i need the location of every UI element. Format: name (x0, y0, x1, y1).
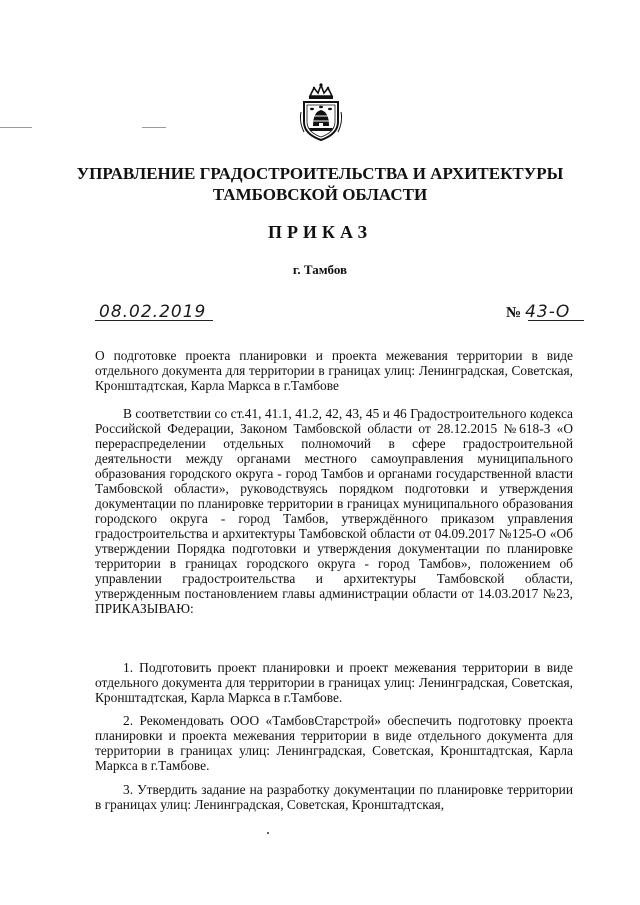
left-margin-mark (0, 127, 32, 128)
organization-title-line-1: УПРАВЛЕНИЕ ГРАДОСТРОИТЕЛЬСТВА И АРХИТЕКТУРЫ (76, 164, 564, 183)
center-margin-mark (142, 127, 166, 128)
handwritten-number: 43-О (525, 302, 571, 322)
date-field (95, 302, 213, 321)
order-item-2: 2. Рекомендовать ООО «ТамбовСтарстрой» обеспечить подготовку проекта планировки и проекта межевания территории в виде отдельного документа для территории в границах улиц: Ленинградская, Советская, Кронштадтская, Карла Маркса в г.Тамбове. (95, 713, 573, 773)
organization-title (60, 163, 580, 205)
order-preamble: В соответствии со ст.41, 41.1, 41.2, 42, 43, 45 и 46 Градостроительного кодекса Российской Федерации, Законом Тамбовской области от 28.12.2015 №618-З «О перераспределении отдельных полномочий в сфере градостроительной деятельности между органами местного самоуправления муниципального образования городского округа - город Тамбов и органами государственной власти Тамбовской области», руководствуясь порядком подготовки и утверждения документации по планировке территории в границах муниципального образования городского округа - город Тамбов, утверждённого приказом управления градостроительства и архитектуры Тамбовской области от 04.09.2017 №125-О «Об утверждении Порядка подготовки и утверждения документации по планировке территории в границах городского округа - город Тамбов», положением об управлении градостроительства и архитектуры Тамбовской области, утвержденным постановлением главы администрации области от 14.03.2017 №23, ПРИКАЗЫВАЮ: (95, 406, 573, 616)
order-number-field (506, 302, 584, 321)
organization-title-line-2: ТАМБОВСКОЙ ОБЛАСТИ (212, 185, 428, 204)
order-subject: О подготовке проекта планировки и проекта межевания территории в виде отдельного документа для территории в границах улиц: Ленинградская, Советская, Кронштадтская, Карла Маркса в г.Тамбове (95, 348, 573, 393)
document-type-heading: ПРИКАЗ (267, 222, 373, 242)
handwritten-date: 08.02.2019 (99, 302, 207, 322)
tambov-coat-of-arms-icon (298, 82, 344, 142)
city-label: г. Тамбов (292, 262, 348, 277)
number-sign: № (506, 305, 522, 321)
scan-speck (267, 832, 269, 834)
order-item-3: 3. Утвердить задание на разработку документации по планировке территории в границах улиц: Ленинградская, Советская, Кронштадтская, (95, 782, 573, 812)
order-item-1: 1. Подготовить проект планировки и проект межевания территории в виде отдельного документа для территории в границах улиц: Ленинградская, Советская, Кронштадтская, Карла Маркса в г.Тамбове. (95, 660, 573, 705)
